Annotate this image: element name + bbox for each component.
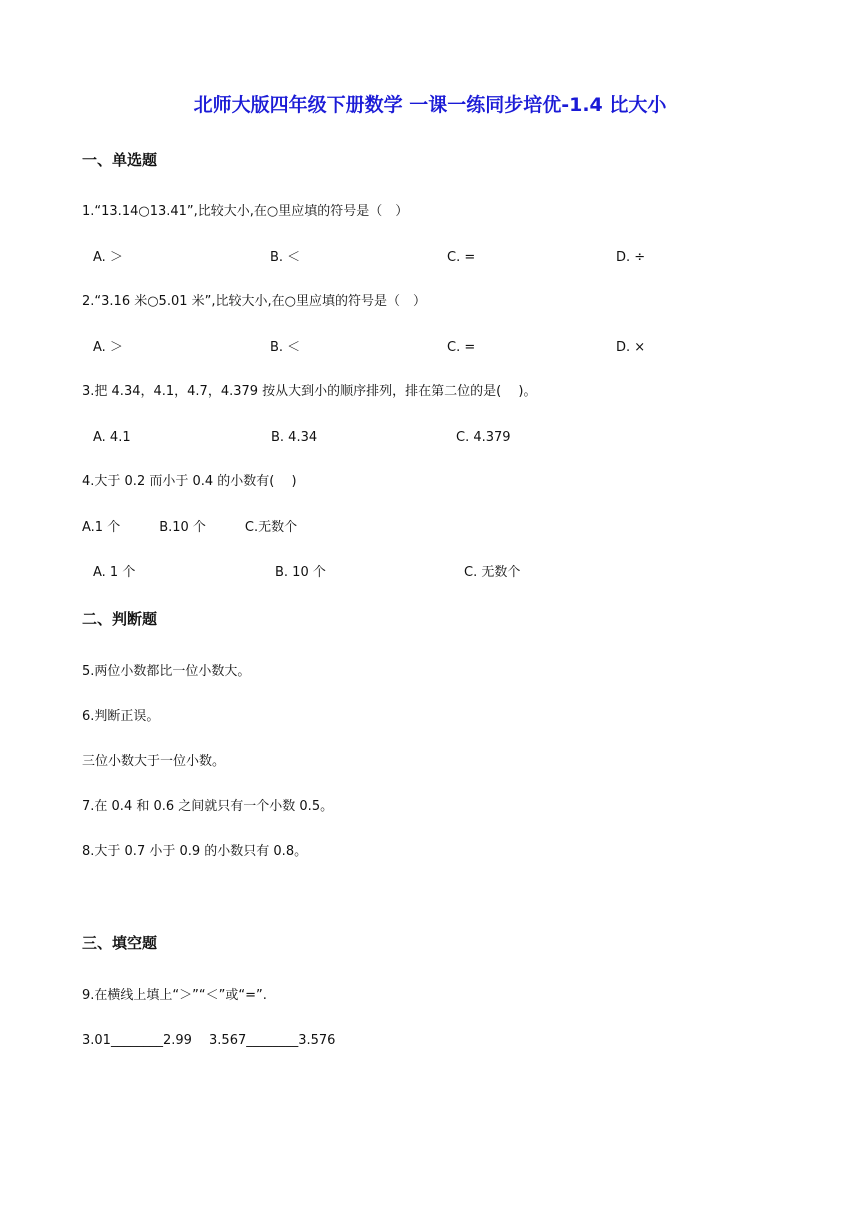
question-9-text: 9.在横线上填上“＞”“＜”或“=”. — [82, 988, 267, 1003]
question-1-option-d: D. ÷ — [616, 250, 646, 265]
question-2-option-d: D. × — [616, 340, 646, 355]
document-title: 北师大版四年级下册数学 一课一练同步培优-1.4 比大小 — [193, 94, 667, 116]
question-1-option-c: C. = — [447, 250, 476, 265]
section-heading-true-false: 二、判断题 — [82, 610, 158, 628]
question-2-option-b: B. ＜ — [270, 340, 301, 355]
question-2-stem: 2.“3.16 米○5.01 米”,比较大小,在○里应填的符号是（ ） — [82, 294, 426, 309]
question-8-text: 8.大于 0.7 小于 0.9 的小数只有 0.8。 — [82, 844, 308, 859]
question-4-option-a: A. 1 个 — [93, 565, 136, 580]
question-3-option-b: B. 4.34 — [271, 430, 318, 445]
question-6-text: 6.判断正误。 — [82, 709, 160, 724]
question-6-statement: 三位小数大于一位小数。 — [82, 754, 226, 769]
question-7-text: 7.在 0.4 和 0.6 之间就只有一个小数 0.5。 — [82, 799, 334, 814]
question-3-option-a: A. 4.1 — [93, 430, 131, 445]
question-4-stem: 4.大于 0.2 而小于 0.4 的小数有( ) — [82, 474, 297, 489]
section-heading-single-choice: 一、单选题 — [82, 151, 158, 169]
question-1-option-a: A. ＞ — [93, 250, 123, 265]
question-4-option-b: B. 10 个 — [275, 565, 326, 580]
question-9-blanks: 3.01________2.99 3.567________3.576 — [82, 1033, 336, 1048]
question-5-text: 5.两位小数都比一位小数大。 — [82, 664, 251, 679]
question-4-option-c: C. 无数个 — [464, 565, 521, 580]
question-1-stem: 1.“13.14○13.41”,比较大小,在○里应填的符号是（ ） — [82, 204, 409, 219]
question-2-option-a: A. ＞ — [93, 340, 123, 355]
question-2-option-c: C. = — [447, 340, 476, 355]
question-3-stem: 3.把 4.34，4.1，4.7，4.379 按从大到小的顺序排列，排在第二位的是( )。 — [82, 384, 537, 399]
question-3-option-c: C. 4.379 — [456, 430, 511, 445]
question-4-inline-options: A.1 个 B.10 个 C.无数个 — [82, 520, 298, 535]
section-heading-fill-blank: 三、填空题 — [82, 934, 158, 952]
question-1-option-b: B. ＜ — [270, 250, 301, 265]
